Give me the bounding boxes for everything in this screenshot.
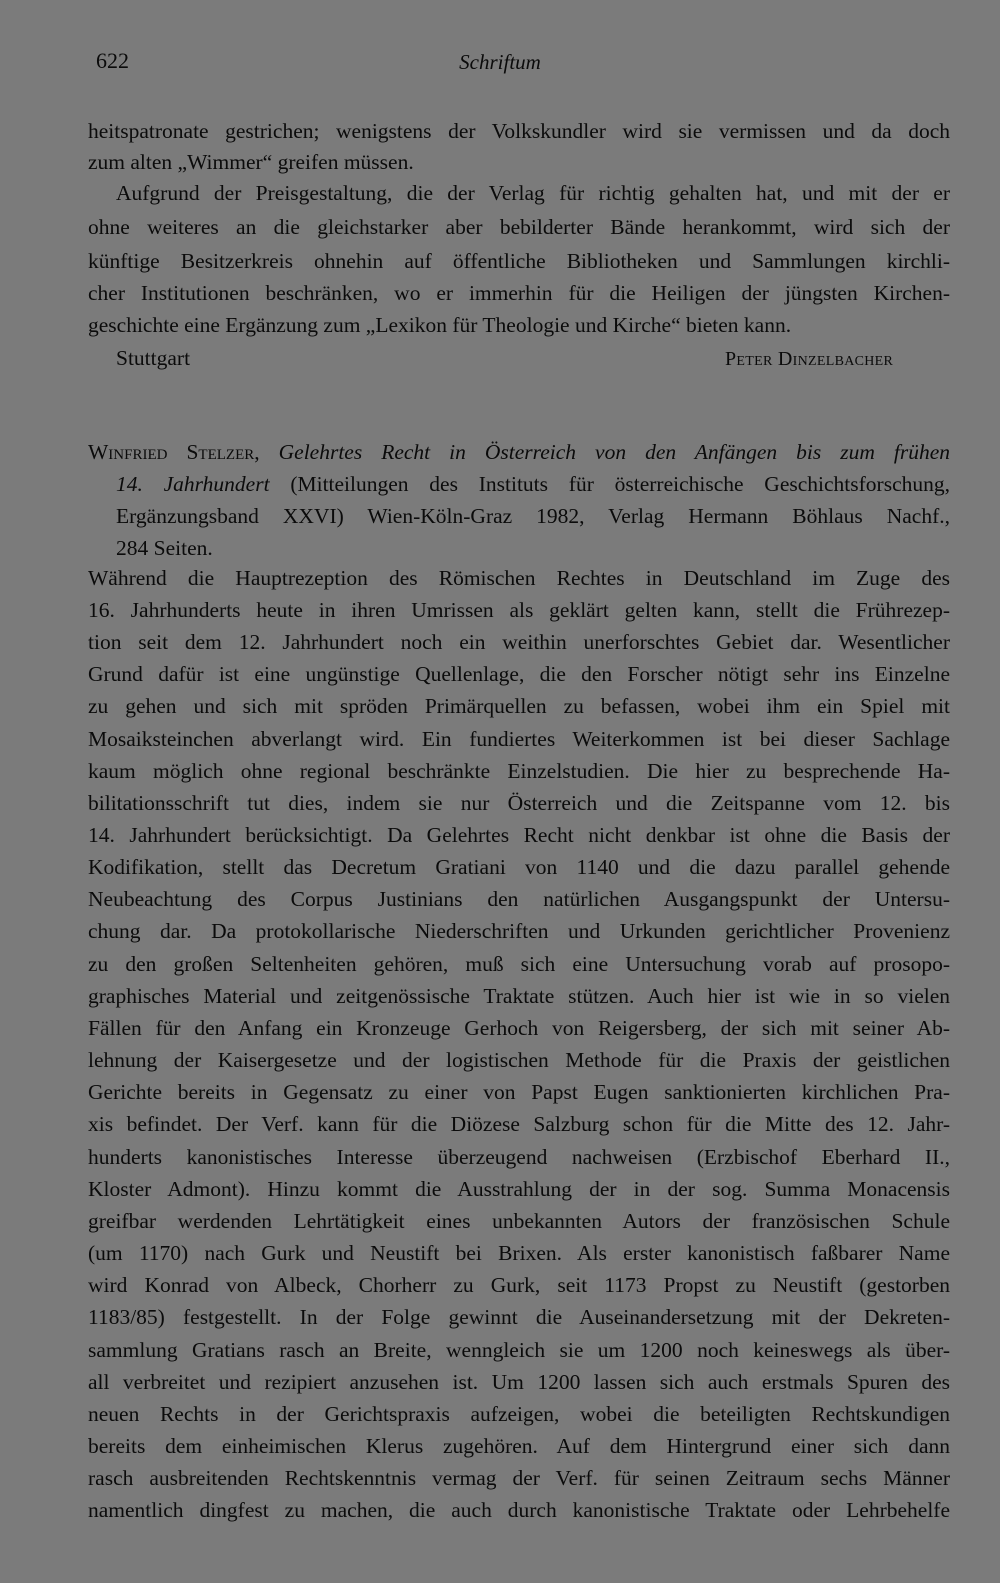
page-number: 622: [96, 48, 129, 73]
text-line: Kodifikation, stellt das Decretum Gratiani von 1140 und die dazu parallel gehende: [88, 855, 950, 879]
text-line: Mosaiksteinchen abverlangt wird. Ein fundiertes Weiterkommen ist bei dieser Sachlage: [88, 727, 950, 751]
text-line: zu gehen und sich mit spröden Primärquellen zu befassen, wobei ihm ein Spiel mit: [88, 694, 950, 718]
citation-title-cont: 14. Jahrhundert: [116, 472, 270, 496]
text-line: lehnung der Kaisergesetze und der logistischen Methode für die Praxis der geistlichen: [88, 1048, 950, 1072]
text-line: (um 1170) nach Gurk und Neustift bei Brixen. Als erster kanonistisch faßbarer Name: [88, 1241, 950, 1265]
citation-title: Gelehrtes Recht in Österreich von den Anfängen bis zum frühen: [278, 440, 951, 464]
text-line: hunderts kanonistisches Interesse überzeugend nachweisen (Erzbischof Eberhard II.,: [88, 1145, 950, 1169]
text-line: Kloster Admont). Hinzu kommt die Ausstrahlung der in der sog. Summa Monacensis: [88, 1177, 950, 1201]
text-line: rasch ausbreitenden Rechtskenntnis vermag der Verf. für seinen Zeitraum sechs Männer: [88, 1466, 950, 1490]
text-line: cher Institutionen beschränken, wo er immerhin für die Heiligen der jüngsten Kirchen-: [88, 281, 950, 305]
review-place: Stuttgart: [116, 346, 191, 370]
text-line: geschichte eine Ergänzung zum „Lexikon für Theologie und Kirche“ bieten kann.: [88, 313, 792, 337]
text-line: Während die Hauptrezeption des Römischen Rechtes in Deutschland im Zuge des: [88, 566, 950, 590]
text-line: Neubeachtung des Corpus Justinians den natürlichen Ausgangspunkt der Untersu-: [88, 887, 950, 911]
text-line: sammlung Gratians rasch an Breite, wenngleich sie um 1200 noch keineswegs als über-: [88, 1338, 950, 1362]
text-line: Gerichte bereits in Gegensatz zu einer von Papst Eugen sanktionierten kirchlichen Pra-: [88, 1080, 950, 1104]
text-line: wird Konrad von Albeck, Chorherr zu Gurk, seit 1173 Propst zu Neustift (gestorben: [88, 1273, 950, 1297]
citation-author: Winfried Stelzer,: [88, 440, 260, 464]
citation-line-1: [88, 440, 950, 465]
text-line: Aufgrund der Preisgestaltung, die der Verlag für richtig gehalten hat, und mit der er: [116, 181, 950, 205]
text-line: bilitationsschrift tut dies, indem sie nur Österreich und die Zeitspanne vom 12. bis: [88, 791, 950, 815]
text-line: greifbar werdenden Lehrtätigkeit eines unbekannten Autors der französischen Schule: [88, 1209, 950, 1233]
text-line: ohne weiteres an die gleichstarker aber bebilderter Bände herankommt, wird sich der: [88, 215, 950, 239]
text-line: zu den großen Seltenheiten gehören, muß sich eine Untersuchung vorab auf prosopo-: [88, 952, 950, 976]
text-line: heitspatronate gestrichen; wenigstens der Volkskundler wird sie vermissen und da doch: [88, 119, 950, 143]
text-line: kaum möglich ohne regional beschränkte Einzelstudien. Die hier zu besprechende Ha-: [88, 759, 950, 783]
text-line: Fällen für den Anfang ein Kronzeuge Gerhoch von Reigersberg, der sich mit seiner Ab-: [88, 1016, 950, 1040]
citation-series: (Mitteilungen des Instituts für österreichische Geschichtsforschung,: [290, 472, 951, 496]
citation-line-4: 284 Seiten.: [116, 536, 213, 560]
reviewer-name: Peter Dinzelbacher: [725, 348, 894, 370]
text-line: chung dar. Da protokollarische Niederschriften und Urkunden gerichtlicher Provenienz: [88, 919, 950, 943]
text-line: künftige Besitzerkreis ohnehin auf öffentliche Bibliotheken und Sammlungen kirchli-: [88, 249, 950, 273]
text-line: bereits dem einheimischen Klerus zugehören. Auf dem Hintergrund einer sich dann: [88, 1434, 950, 1458]
text-line: xis befindet. Der Verf. kann für die Diözese Salzburg schon für die Mitte des 12. Jahr-: [88, 1112, 950, 1136]
text-line: neuen Rechts in der Gerichtspraxis aufzeigen, wobei die beteiligten Rechtskundigen: [88, 1402, 950, 1426]
text-line: 14. Jahrhundert berücksichtigt. Da Gelehrtes Recht nicht denkbar ist ohne die Basis der: [88, 823, 950, 847]
text-line: Grund dafür ist eine ungünstige Quellenlage, die den Forscher nötigt sehr ins Einzelne: [88, 662, 950, 686]
citation-line-2: [116, 472, 950, 497]
citation-line-3: Ergänzungsband XXVI) Wien-Köln-Graz 1982, Verlag Hermann Böhlaus Nachf.,: [116, 504, 950, 528]
text-line: zum alten „Wimmer“ greifen müssen.: [88, 150, 414, 174]
text-line: all verbreitet und rezipiert anzusehen ist. Um 1200 lassen sich auch erstmals Spuren des: [88, 1370, 950, 1394]
page-header: [0, 48, 1000, 80]
text-line: graphisches Material und zeitgenössische Traktate stützen. Auch hier ist wie in so vielen: [88, 984, 950, 1008]
text-line: namentlich dingfest zu machen, die auch durch kanonistische Traktate oder Lehrbehelfe: [88, 1498, 950, 1522]
text-line: 1183/85) festgestellt. In der Folge gewinnt die Auseinandersetzung mit der Dekreten-: [88, 1305, 950, 1329]
text-line: 16. Jahrhunderts heute in ihren Umrissen als geklärt gelten kann, stellt die Frührezep-: [88, 598, 950, 622]
text-line: tion seit dem 12. Jahrhundert noch ein weithin unerforschtes Gebiet dar. Wesentlicher: [88, 630, 950, 654]
running-title: Schriftum: [459, 50, 541, 74]
